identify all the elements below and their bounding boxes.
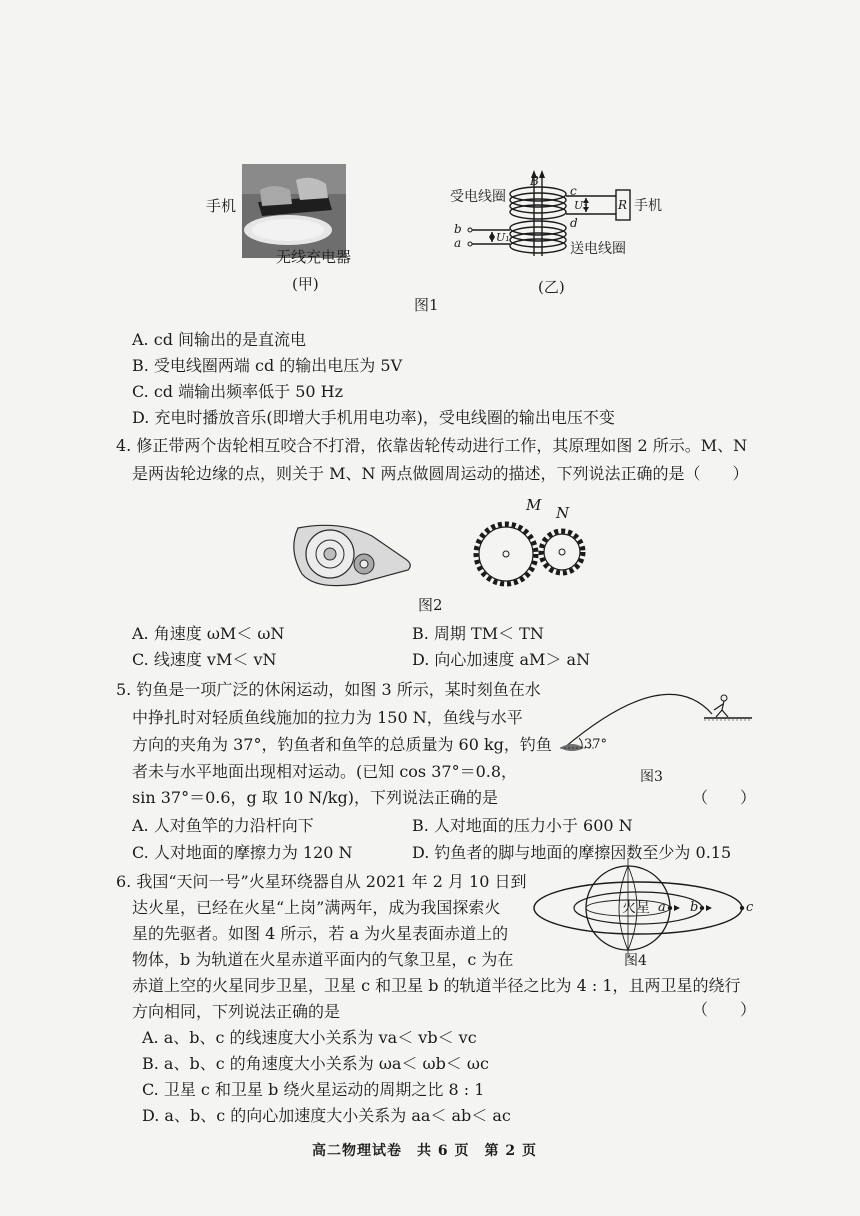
q5-option-d: D. 钓鱼者的脚与地面的摩擦因数至少为 0.15 [412,843,732,862]
phone-charging-photo [200,160,370,300]
wireless-charger-label: 无线充电器 [276,248,352,266]
figure4 [530,852,760,962]
q6-line3: 星的先驱者。如图 4 所示，若 a 为火星表面赤道上的 [132,924,509,943]
q6-option-c: C. 卫星 c 和卫星 b 绕火星运动的周期之比 8 : 1 [142,1080,485,1099]
q4-option-a: A. 角速度 ωM＜ ωN [132,624,285,643]
sender-coil-label: 送电线圈 [570,241,626,257]
point-a-label: a [658,900,666,915]
q4-option-b: B. 周期 TM＜ TN [412,624,544,643]
phone-label: 手机 [206,197,237,215]
q6-option-b: B. a、b、c 的角速度大小关系为 ωa＜ ωb＜ ωc [142,1054,489,1073]
q5-line1: 5. 钓鱼是一项广泛的休闲运动，如图 3 所示，某时刻鱼在水 [116,680,541,699]
terminal-d-label: d [570,216,578,230]
q6-line6: 方向相同，下列说法正确的是 [132,1002,341,1021]
figure1-jia-caption: (甲) [292,275,319,293]
q5-line5: sin 37°＝0.6，g 取 10 N/kg)，下列说法正确的是 [132,788,498,807]
q4-stem-line1: 4. 修正带两个齿轮相互咬合不打滑，依靠齿轮传动进行工作，其原理如图 2 所示。M、N [116,436,748,455]
terminal-a-label: a [454,236,462,250]
q5-line4: 者未与水平地面出现相对运动。(已知 cos 37°＝0.8， [132,762,518,781]
q4-stem-line2: 是两齿轮边缘的点，则关于 M、N 两点做圆周运动的描述，下列说法正确的是（ ） [132,464,749,483]
satellite-c-label: c [746,900,754,915]
q6-paren: （ ） [692,1000,757,1019]
q6-option-d: D. a、b、c 的向心加速度大小关系为 aa＜ ab＜ ac [142,1106,511,1125]
q5-line3: 方向的夹角为 37°，钓鱼者和鱼竿的总质量为 60 kg，钓鱼 [132,735,552,754]
q3-option-a: A. cd 间输出的是直流电 [132,330,307,349]
voltage-U1-label: U₁ [496,231,510,244]
fishing-diagram [556,682,756,772]
phone-label-yi: 手机 [634,198,662,214]
gears-diagram [470,510,600,600]
q6-line5: 赤道上空的火星同步卫星，卫星 c 和卫星 b 的轨道半径之比为 4 : 1，且两卫星的绕行 [132,976,741,995]
q3-option-b: B. 受电线圈两端 cd 的输出电压为 5V [132,356,403,375]
q6-option-a: A. a、b、c 的线速度大小关系为 va＜ vb＜ vc [142,1028,477,1047]
q4-option-d: D. 向心加速度 aM＞ aN [412,650,591,669]
q5-line2: 中挣扎时对轻质鱼线施加的拉力为 150 N，鱼线与水平 [132,708,523,727]
q6-line2: 达火星，已经在火星“上岗”满两年，成为我国探索火 [132,898,501,917]
page-footer: 高二物理试卷 共 6 页 第 2 页 [312,1143,537,1159]
point-N-label: N [556,504,570,522]
figure4-caption: 图4 [624,953,647,969]
q3-option-d: D. 充电时播放音乐(即增大手机用电功率)，受电线圈的输出电压不变 [132,408,615,427]
point-M-label: M [526,496,542,514]
q5-option-c: C. 人对地面的摩擦力为 120 N [132,843,353,862]
figure2-caption: 图2 [418,596,443,614]
q5-option-a: A. 人对鱼竿的力沿杆向下 [132,816,314,835]
satellite-b-label: b [690,900,699,915]
q6-line4: 物体，b 为轨道在火星赤道平面内的气象卫星，c 为在 [132,950,514,969]
figure1-yi-caption: (乙) [538,278,565,296]
receiver-coil-label: 受电线圈 [450,189,506,205]
resistor-R-label: R [618,198,628,212]
figure3 [556,682,756,772]
q4-option-c: C. 线速度 vM＜ vN [132,650,277,669]
correction-tape-drawing [280,510,420,600]
figure1-caption: 图1 [414,296,439,314]
terminal-b-label: b [454,222,462,236]
figure3-caption: 图3 [640,769,663,785]
q5-paren: （ ） [692,788,757,807]
q3-option-c: C. cd 端输出频率低于 50 Hz [132,382,344,401]
figure1-jia [200,160,370,300]
mars-label: 火星 [622,900,650,916]
terminal-c-label: c [570,184,577,198]
q5-option-b: B. 人对地面的压力小于 600 N [412,816,633,835]
angle-37-label: 37° [584,737,608,752]
q6-line1: 6. 我国“天问一号”火星环绕器自从 2021 年 2 月 10 日到 [116,872,527,891]
voltage-U2-label: U₂ [574,199,588,212]
figure1-yi [446,170,676,300]
field-B-label: B [530,174,539,188]
